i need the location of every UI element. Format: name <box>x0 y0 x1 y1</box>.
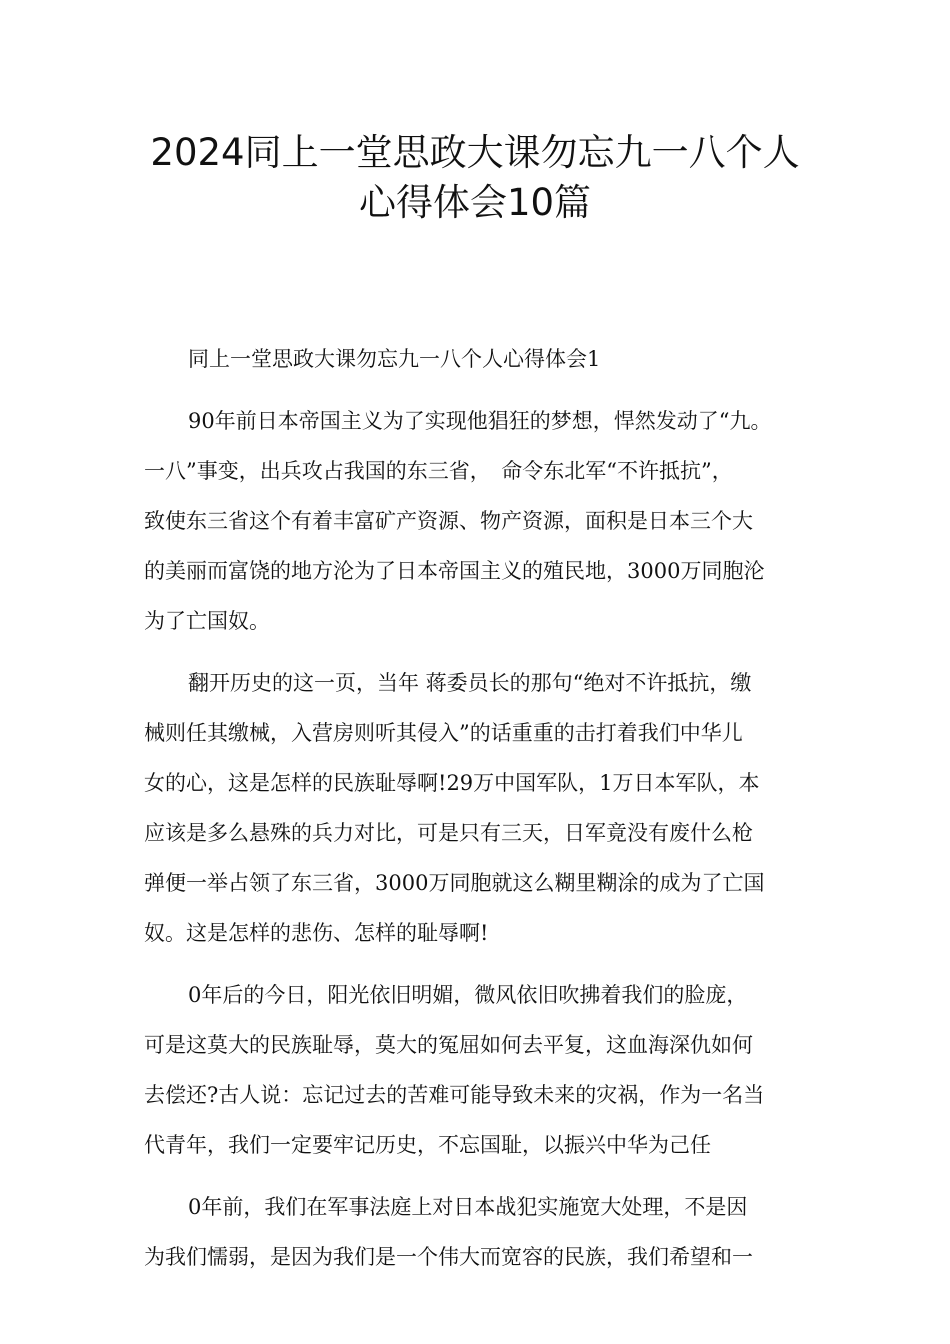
paragraph <box>144 658 810 958</box>
text-line: 0年前，我们在军事法庭上对日本战犯实施宽大处理，不是因 <box>188 1195 748 1219</box>
text-line: 代青年，我们一定要牢记历史，不忘国耻，以振兴中华为己任 <box>144 1133 711 1157</box>
text-line: 可是这莫大的民族耻辱，莫大的冤屈如何去平复，这血海深仇如何 <box>144 1033 753 1057</box>
text-line: 同上一堂思政大课勿忘九一八个人心得体会1 <box>188 347 601 371</box>
title-line: 2024同上一堂思政大课勿忘九一八个人 <box>150 131 800 174</box>
text-line: 90年前日本帝国主义为了实现他猖狂的梦想，悍然发动了“九。 <box>188 409 772 433</box>
text-line: 去偿还?古人说：忘记过去的苦难可能导致未来的灾祸，作为一名当 <box>144 1083 765 1107</box>
title-line: 心得体会10篇 <box>358 181 592 224</box>
text-line: 械则任其缴械，入营房则听其侵入”的话重重的击打着我们中华儿 <box>144 721 743 745</box>
document-title <box>120 128 830 228</box>
text-line: 为了亡国奴。 <box>144 609 270 633</box>
text-line: 为我们懦弱，是因为我们是一个伟大而宽容的民族，我们希望和一 <box>144 1245 753 1269</box>
text-line: 翻开历史的这一页，当年 蒋委员长的那句“绝对不许抵抗，缴 <box>188 671 752 695</box>
text-line: 的美丽而富饶的地方沦为了日本帝国主义的殖民地，3000万同胞沦 <box>144 559 765 583</box>
text-line: 致使东三省这个有着丰富矿产资源、物产资源，面积是日本三个大 <box>144 509 753 533</box>
text-line: 应该是多么悬殊的兵力对比，可是只有三天，日军竟没有废什么枪 <box>144 821 753 845</box>
paragraph <box>144 970 810 1170</box>
text-line: 0年后的今日，阳光依旧明媚，微风依旧吹拂着我们的脸庞， <box>188 983 748 1007</box>
text-line: 女的心，这是怎样的民族耻辱啊!29万中国军队，1万日本军队，本 <box>144 771 760 795</box>
text-line: 弹便一举占领了东三省，3000万同胞就这么糊里糊涂的成为了亡国 <box>144 871 765 895</box>
paragraph <box>144 396 810 646</box>
text-line: 一八”事变，出兵攻占我国的东三省， 命令东北军“不许抵抗”， <box>144 459 733 483</box>
paragraph-heading <box>144 334 810 384</box>
document-body <box>144 334 810 1294</box>
paragraph <box>144 1182 810 1282</box>
text-line: 奴。这是怎样的悲伤、怎样的耻辱啊! <box>144 921 489 945</box>
